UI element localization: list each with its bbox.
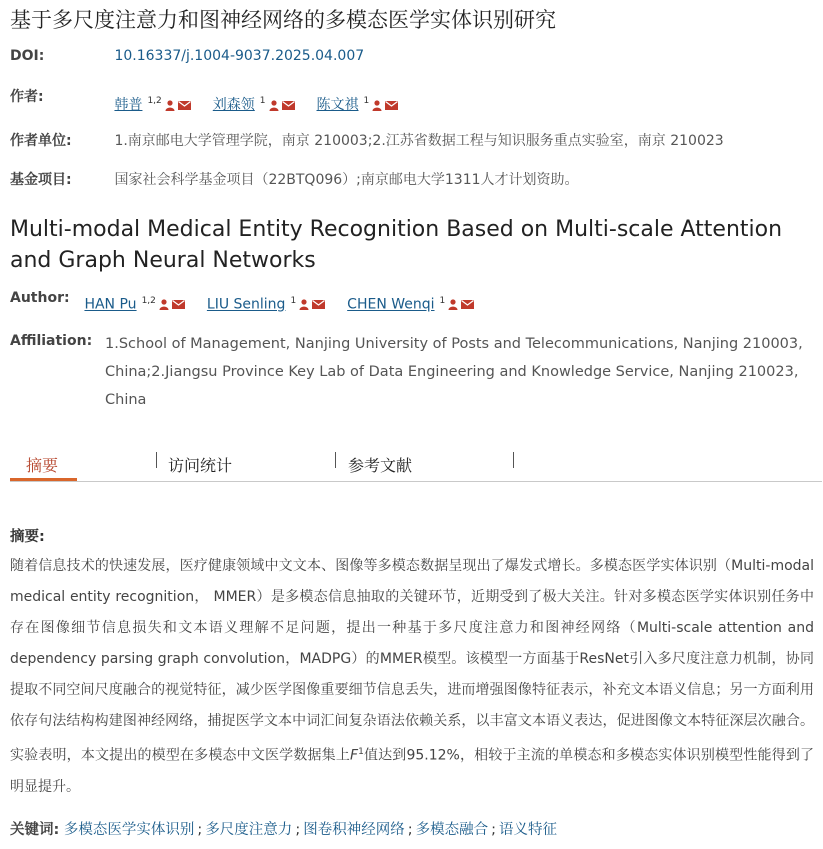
doi-row xyxy=(10,48,364,64)
doi-link[interactable]: 10.16337/j.1004-9037.2025.04.007 xyxy=(114,48,365,64)
abstract-label: 摘要: xyxy=(10,529,45,545)
affiliation-label-en: Affiliation: xyxy=(10,333,93,349)
author-entry xyxy=(114,94,190,114)
authors-zh-row xyxy=(10,86,420,114)
affiliation-zh: 1.南京邮电大学管理学院，南京 210003;2.江苏省数据工程与知识服务重点实验室，南京 210023 xyxy=(114,133,724,149)
author-name-link[interactable]: 陈文祺 xyxy=(316,97,359,113)
tab-separator xyxy=(335,452,336,468)
fund-label: 基金项目: xyxy=(10,172,72,188)
abstract-text xyxy=(10,551,814,803)
article-title-en: Multi-modal Medical Entity Recognition Based on Multi-scale Attention and Graph Neural Networks xyxy=(10,217,783,273)
active-tab-indicator xyxy=(10,478,77,481)
author-entry xyxy=(207,296,325,313)
keyword-separator: ; xyxy=(197,822,203,838)
authors-en-list xyxy=(84,290,496,313)
abstract-text-main: 随着信息技术的快速发展，医疗健康领域中文文本、图像等多模态数据呈现出了爆发式增长。多模态医学实体识别（Multi-modal medical entity recognition， MMER）是多模态信息抽取的关键环节，近期受到了极大关注。针对多模态医学实体识别任务中存在图像细节信息损失和文本语义理解不足问题，提出一种基于多尺度注意力和图神经网络（Multi-scale attention and dependency parsing graph convolution，MADPG）的MMER模型。该模型一方面基于ResNet引入多尺度注意力机制，协同提取不同空间尺度融合的视觉特征，减少医学图像重要细节信息丢失，进而增强图像特征表示，补充文本语义信息；另一方面利用依存句法结构构建图神经网络，捕捉医学文本中词汇间复杂语法依赖关系，以丰富文本语义表达，促进图像文本特征深层次融合。实验表明，本文提出的模型在多模态中文医学数据集上 xyxy=(10,558,814,764)
author-entry xyxy=(317,94,399,114)
author-affiliation-marker: 1 xyxy=(439,296,446,306)
metric-symbol: F xyxy=(350,747,359,764)
affiliation-label-zh: 作者单位: xyxy=(10,133,72,149)
author-affiliation-marker: 1,2 xyxy=(141,296,156,306)
person-icon[interactable] xyxy=(269,100,279,111)
abstract-text-end: 值达到95.12%，相较于主流的单模态和多模态实体识别模型性能得到了明显提升。 xyxy=(10,747,814,795)
author-label-en: Author: xyxy=(10,290,70,306)
author-name-link[interactable]: 刘森领 xyxy=(212,97,255,113)
authors-en-row xyxy=(10,290,496,313)
keyword-separator: ; xyxy=(491,822,496,838)
email-icon[interactable] xyxy=(312,300,325,309)
tab-abstract[interactable]: 摘要 xyxy=(26,456,59,475)
doi-label: DOI: xyxy=(10,48,45,64)
affiliation-en: 1.School of Management, Nanjing University of Posts and Telecommunications, Nanjing 210003, China;2.Jiangsu Province Key Lab of Data Engineering and Knowledge Service, Nanjing 210023, China xyxy=(105,336,803,408)
email-icon[interactable] xyxy=(178,101,191,110)
person-icon[interactable] xyxy=(165,100,175,111)
person-icon[interactable] xyxy=(372,100,382,111)
keyword-link[interactable]: 图卷积神经网络 xyxy=(303,822,405,838)
email-icon[interactable] xyxy=(172,300,185,309)
affiliation-zh-row xyxy=(10,130,724,150)
keyword-link[interactable]: 多模态医学实体识别 xyxy=(63,822,195,838)
author-affiliation-marker: 1 xyxy=(259,96,266,107)
author-affiliation-marker: 1 xyxy=(363,96,370,107)
keyword-link[interactable]: 多尺度注意力 xyxy=(205,822,293,838)
keyword-link[interactable]: 多模态融合 xyxy=(415,822,489,838)
author-name-link[interactable]: LIU Senling xyxy=(206,296,286,313)
keywords-list xyxy=(64,822,557,838)
person-icon[interactable] xyxy=(159,299,169,310)
fund-text: 国家社会科学基金项目（22BTQ096）;南京邮电大学1311人才计划资助。 xyxy=(114,172,579,188)
email-icon[interactable] xyxy=(461,300,474,309)
email-icon[interactable] xyxy=(385,101,398,110)
authors-label: 作者: xyxy=(10,89,44,105)
author-entry xyxy=(347,296,474,313)
fund-row xyxy=(10,169,579,189)
keywords-row xyxy=(10,818,557,839)
metric-subscript: 1 xyxy=(358,747,364,757)
keyword-separator: ; xyxy=(407,822,413,838)
author-affiliation-marker: 1 xyxy=(290,296,297,306)
tab-separator xyxy=(513,452,514,468)
author-entry xyxy=(213,94,295,114)
keyword-link[interactable]: 语义特征 xyxy=(498,822,557,838)
email-icon[interactable] xyxy=(282,101,295,110)
person-icon[interactable] xyxy=(448,299,458,310)
author-name-link[interactable]: 韩普 xyxy=(114,97,143,113)
article-title-zh: 基于多尺度注意力和图神经网络的多模态医学实体识别研究 xyxy=(10,8,556,32)
author-name-link[interactable]: HAN Pu xyxy=(84,296,137,313)
keyword-separator: ; xyxy=(295,822,301,838)
tab-references[interactable]: 参考文献 xyxy=(348,456,413,475)
keywords-label: 关键词: xyxy=(10,822,60,838)
tab-bar xyxy=(10,450,822,482)
author-affiliation-marker: 1,2 xyxy=(147,96,162,107)
authors-zh-list xyxy=(114,86,420,114)
tab-separator xyxy=(156,452,157,468)
author-entry xyxy=(84,296,184,313)
author-name-link[interactable]: CHEN Wenqi xyxy=(347,296,435,313)
affiliation-en-row xyxy=(10,333,92,349)
person-icon[interactable] xyxy=(299,299,309,310)
tab-access-stats[interactable]: 访问统计 xyxy=(168,456,233,475)
